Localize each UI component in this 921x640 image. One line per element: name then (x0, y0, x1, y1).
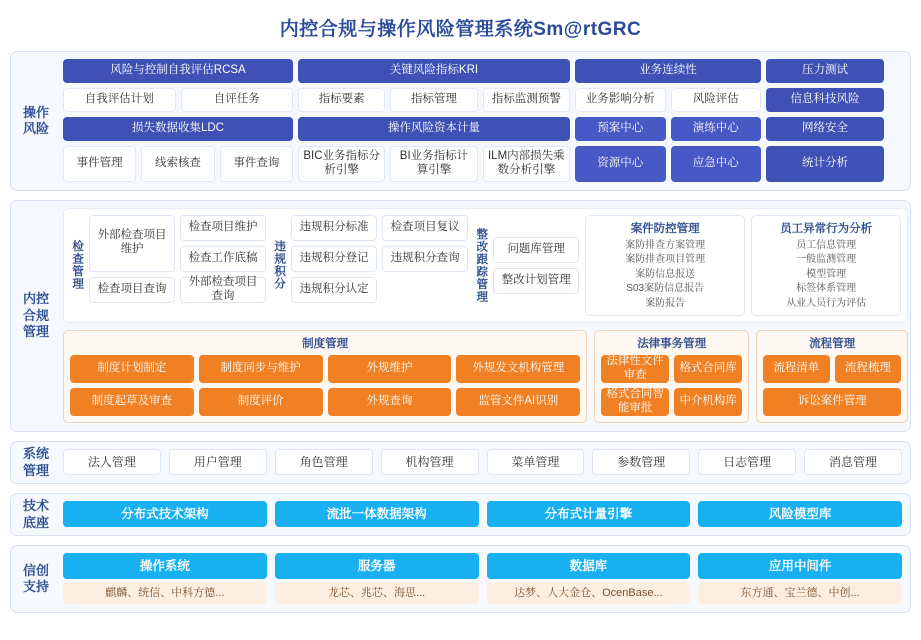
xinchuang-column-middleware (698, 553, 902, 604)
bcm-items-3 (575, 146, 761, 182)
band-system-management (10, 441, 911, 484)
rectification-item-issue-library[interactable]: 问题库管理 (493, 237, 579, 263)
box-legal-affairs (594, 330, 749, 423)
case-prevention-title: 案件防控管理 (630, 222, 700, 235)
kri-items (298, 88, 570, 112)
bcm-item-emergency-center[interactable]: 应急中心 (671, 146, 762, 182)
system-management-title: 制度管理 (302, 338, 349, 351)
sys-item-menu[interactable]: 菜单管理 (487, 449, 585, 475)
bcm-item-resource-center[interactable]: 资源中心 (575, 146, 666, 182)
rcsa-items (63, 88, 293, 112)
band-label-system-management: 系统 管理 (22, 446, 49, 478)
sys-item-param[interactable]: 参数管理 (592, 449, 690, 475)
orc-item-bi[interactable]: BI业务指标计算引擎 (390, 146, 477, 182)
group-inspection-management (70, 215, 266, 317)
legal-affairs-item[interactable]: 格式合同智能审批 (601, 388, 669, 416)
system-mgmt-item[interactable]: 外规查询 (328, 388, 452, 416)
band-internal-control (10, 200, 911, 433)
band-xinchuang-support (10, 545, 911, 613)
legal-affairs-item[interactable]: 中介机构库 (674, 388, 742, 416)
inspection-item-query[interactable]: 检查项目查询 (89, 277, 175, 303)
case-prevention-item[interactable]: 案防排查项目管理 (625, 254, 706, 266)
band-label-xinchuang: 信创 支持 (22, 562, 49, 595)
abnormal-behavior-item[interactable]: 模型管理 (806, 268, 847, 280)
abnormal-behavior-item[interactable]: 一般监测管理 (796, 254, 857, 266)
group-label-rectification: 整改跟踪管理 (475, 227, 488, 303)
legal-affairs-title: 法律事务管理 (637, 338, 707, 351)
group-label-inspection: 检查管理 (71, 240, 84, 291)
process-mgmt-item[interactable]: 诉讼案件管理 (763, 388, 901, 416)
sys-item-role[interactable]: 角色管理 (275, 449, 373, 475)
network-security[interactable]: 网络安全 (766, 117, 884, 141)
inspection-item-workpaper[interactable]: 检查工作底稿 (180, 246, 266, 272)
violation-item-confirm[interactable]: 违规积分认定 (291, 277, 377, 303)
abnormal-behavior-title: 员工异常行为分析 (780, 222, 873, 235)
rcsa-header[interactable]: 风险与控制自我评估RCSA (63, 59, 293, 83)
case-prevention-item[interactable]: 案防信息报送 (635, 268, 696, 280)
violation-item-register[interactable]: 违规积分登记 (291, 246, 377, 272)
abnormal-behavior-item[interactable]: 从业人员行为评估 (786, 297, 867, 309)
xinchuang-vendors-database: 达梦、人大金仓、OcenBase... (487, 582, 691, 604)
orc-item-ilm[interactable]: ILM内部损失乘数分析引擎 (483, 146, 570, 182)
xinchuang-column-database (487, 553, 691, 604)
box-system-management (63, 330, 587, 423)
xinchuang-column-server (275, 553, 479, 604)
legal-affairs-item[interactable]: 格式合同库 (674, 355, 742, 383)
internal-control-top (63, 208, 908, 324)
box-process-management (756, 330, 908, 423)
tech-item-measure-engine[interactable]: 分布式计量引擎 (487, 501, 691, 527)
system-mgmt-item[interactable]: 制度起草及审查 (70, 388, 194, 416)
bcm-header[interactable]: 业务连续性 (575, 59, 761, 83)
xinchuang-title-server[interactable]: 服务器 (275, 553, 479, 579)
tech-item-distributed-arch[interactable]: 分布式技术架构 (63, 501, 267, 527)
bcm-item-plan-center[interactable]: 预案中心 (575, 117, 666, 141)
system-mgmt-item[interactable]: 制度评价 (199, 388, 323, 416)
system-management-row (63, 449, 902, 475)
ldc-item-event-mgmt[interactable]: 事件管理 (63, 146, 136, 182)
it-risk[interactable]: 信息科技风险 (766, 88, 884, 112)
case-prevention-item[interactable]: 案防报告 (645, 297, 686, 309)
xinchuang-column-os (63, 553, 267, 604)
rectification-item-plan[interactable]: 整改计划管理 (493, 268, 579, 294)
abnormal-behavior-item[interactable]: 员工信息管理 (796, 239, 857, 251)
ldc-item-event-query[interactable]: 事件查询 (220, 146, 293, 182)
band-label-operational-risk: 操作 风险 (22, 104, 49, 136)
system-mgmt-item[interactable]: 监管文件AI识别 (456, 388, 580, 416)
sys-item-org[interactable]: 机构管理 (381, 449, 479, 475)
tech-base-row (63, 501, 902, 527)
xinchuang-vendors-os: 麒麟、统信、中科方德... (63, 582, 267, 604)
orc-header[interactable]: 操作风险资本计量 (298, 117, 570, 141)
inspection-item-external-query[interactable]: 外部检查项目查询 (180, 277, 266, 303)
legal-affairs-item[interactable]: 法律性文件审查 (601, 355, 669, 383)
tech-item-risk-model-library[interactable]: 风险模型库 (698, 501, 902, 527)
inspection-item-external-maintain[interactable]: 外部检查项目维护 (89, 215, 175, 272)
kri-item-manage[interactable]: 指标管理 (390, 88, 477, 112)
xinchuang-vendors-middleware: 东方通、宝兰德、中创... (698, 582, 902, 604)
sys-item-message[interactable]: 消息管理 (804, 449, 902, 475)
xinchuang-row (63, 553, 902, 604)
rcsa-item-plan[interactable]: 自我评估计划 (63, 88, 176, 112)
bcm-item-drill-center[interactable]: 演练中心 (671, 117, 762, 141)
xinchuang-title-os[interactable]: 操作系统 (63, 553, 267, 579)
bcm-item-bia[interactable]: 业务影响分析 (575, 88, 666, 112)
internal-control-bottom (63, 330, 908, 423)
sys-item-user[interactable]: 用户管理 (169, 449, 267, 475)
group-label-violation: 违规积分 (273, 240, 286, 291)
violation-item-review[interactable]: 检查项目复议 (382, 215, 468, 241)
sys-item-log[interactable]: 日志管理 (698, 449, 796, 475)
kri-item-element[interactable]: 指标要素 (298, 88, 385, 112)
band-label-tech-base: 技术 底座 (22, 498, 49, 530)
ldc-item-clue-check[interactable]: 线索核查 (141, 146, 214, 182)
violation-item-query[interactable]: 违规积分查询 (382, 246, 468, 272)
system-mgmt-item[interactable]: 外规维护 (328, 355, 452, 383)
process-management-title: 流程管理 (809, 338, 856, 351)
ldc-header[interactable]: 损失数据收集LDC (63, 117, 293, 141)
violation-item-standard[interactable]: 违规积分标准 (291, 215, 377, 241)
xinchuang-title-database[interactable]: 数据库 (487, 553, 691, 579)
rcsa-item-task[interactable]: 自评任务 (181, 88, 294, 112)
sys-item-legal-entity[interactable]: 法人管理 (63, 449, 161, 475)
box-case-prevention (585, 215, 745, 317)
band-tech-base (10, 493, 911, 536)
process-mgmt-item[interactable]: 流程清单 (763, 355, 830, 383)
box-abnormal-behavior (751, 215, 901, 317)
group-rectification-tracking (474, 215, 579, 317)
bcm-item-risk-assess[interactable]: 风险评估 (671, 88, 762, 112)
tech-item-data-arch[interactable]: 流批一体数据架构 (275, 501, 479, 527)
xinchuang-title-middleware[interactable]: 应用中间件 (698, 553, 902, 579)
stress-test[interactable]: 压力测试 (766, 59, 884, 83)
orc-items (298, 146, 570, 182)
system-mgmt-item[interactable]: 制度计划制定 (70, 355, 194, 383)
abnormal-behavior-item[interactable]: 标签体系管理 (796, 283, 857, 295)
process-mgmt-item[interactable]: 流程梳理 (835, 355, 902, 383)
operational-risk-grid (63, 59, 902, 182)
ldc-items (63, 146, 293, 182)
band-operational-risk (10, 51, 911, 191)
system-mgmt-item[interactable]: 外规发文机构管理 (456, 355, 580, 383)
bcm-items-1 (575, 88, 761, 112)
kri-item-monitor[interactable]: 指标监测预警 (483, 88, 570, 112)
group-violation-points (272, 215, 468, 317)
band-label-internal-control: 内控 合规 管理 (22, 291, 49, 339)
system-mgmt-item[interactable]: 制度同步与维护 (199, 355, 323, 383)
page-title: 内控合规与操作风险管理系统Sm@rtGRC (279, 19, 642, 40)
bcm-items-2 (575, 117, 761, 141)
kri-header[interactable]: 关键风险指标KRI (298, 59, 570, 83)
orc-item-bic[interactable]: BIC业务指标分析引擎 (298, 146, 385, 182)
statistics-analysis[interactable]: 统计分析 (766, 146, 884, 182)
case-prevention-item[interactable]: S03案防信息报告 (626, 283, 705, 295)
inspection-item-maintain[interactable]: 检查项目维护 (180, 215, 266, 241)
case-prevention-item[interactable]: 案防排查方案管理 (625, 239, 706, 251)
xinchuang-vendors-server: 龙芯、兆芯、海思... (275, 582, 479, 604)
